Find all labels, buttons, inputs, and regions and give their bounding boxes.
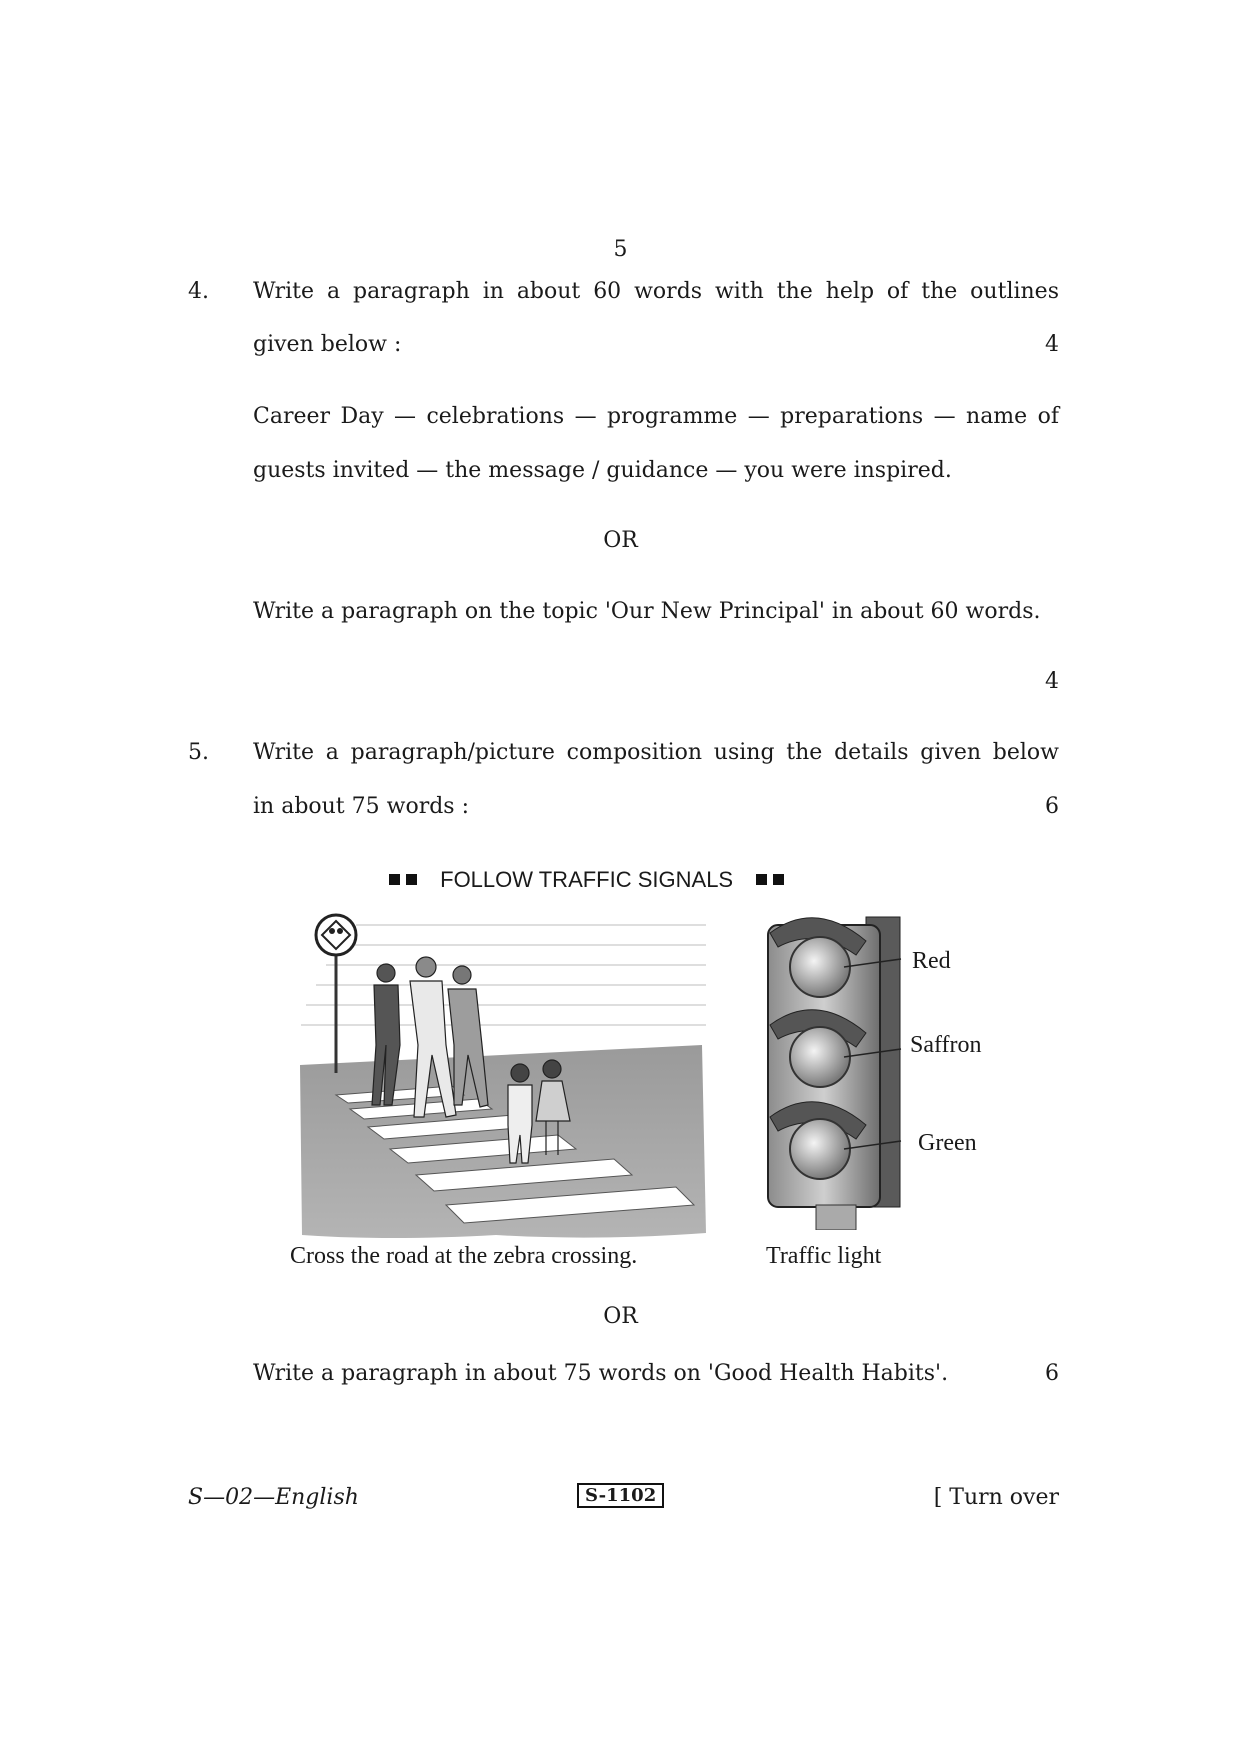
question-5-or: OR xyxy=(603,1304,638,1329)
caption-zebra-crossing: Cross the road at the zebra crossing. xyxy=(290,1243,638,1269)
caption-traffic-light: Traffic light xyxy=(766,1243,882,1269)
question-5-marks: 6 xyxy=(1045,794,1059,819)
label-red: Red xyxy=(912,948,951,974)
question-4-or: OR xyxy=(603,528,638,553)
question-4-alternative: Write a paragraph on the topic 'Our New Principal' in about 60 words. xyxy=(253,599,1041,624)
question-5-alternative: Write a paragraph in about 75 words on 'Good Health Habits'. xyxy=(253,1361,949,1386)
question-5-line-2: in about 75 words : xyxy=(253,794,470,819)
square-bullet-icon xyxy=(773,874,784,885)
question-4-marks: 4 xyxy=(1045,332,1059,357)
page-number: 5 xyxy=(613,237,628,262)
question-5-line-1: Write a paragraph/picture composition using the details given below xyxy=(253,740,1059,765)
question-4-outline-line-2: guests invited — the message / guidance — you were inspired. xyxy=(253,458,952,483)
label-green: Green xyxy=(918,1130,977,1156)
square-bullet-icon xyxy=(406,874,417,885)
footer-subject: S—02—English xyxy=(188,1485,359,1510)
question-4-number: 4. xyxy=(188,279,209,304)
figure-heading xyxy=(386,866,787,894)
traffic-light-illustration xyxy=(756,905,916,1230)
footer-code: S-1102 xyxy=(577,1483,664,1508)
question-4-line-2: given below : xyxy=(253,332,402,357)
zebra-crossing-illustration xyxy=(296,905,706,1245)
footer-code-box xyxy=(577,1484,664,1508)
question-4-alternative-marks: 4 xyxy=(1045,669,1059,694)
label-saffron: Saffron xyxy=(910,1032,982,1058)
question-5-alternative-marks: 6 xyxy=(1045,1361,1059,1386)
question-4-outline-line-1: Career Day — celebrations — programme — preparations — name of xyxy=(253,404,1059,429)
square-bullet-icon xyxy=(389,874,400,885)
question-4-line-1: Write a paragraph in about 60 words with the help of the outlines xyxy=(253,279,1059,304)
square-bullet-icon xyxy=(756,874,767,885)
footer-turn-over: [ Turn over xyxy=(933,1485,1059,1510)
question-5-number: 5. xyxy=(188,740,209,765)
figure-heading-text: FOLLOW TRAFFIC SIGNALS xyxy=(440,867,734,892)
